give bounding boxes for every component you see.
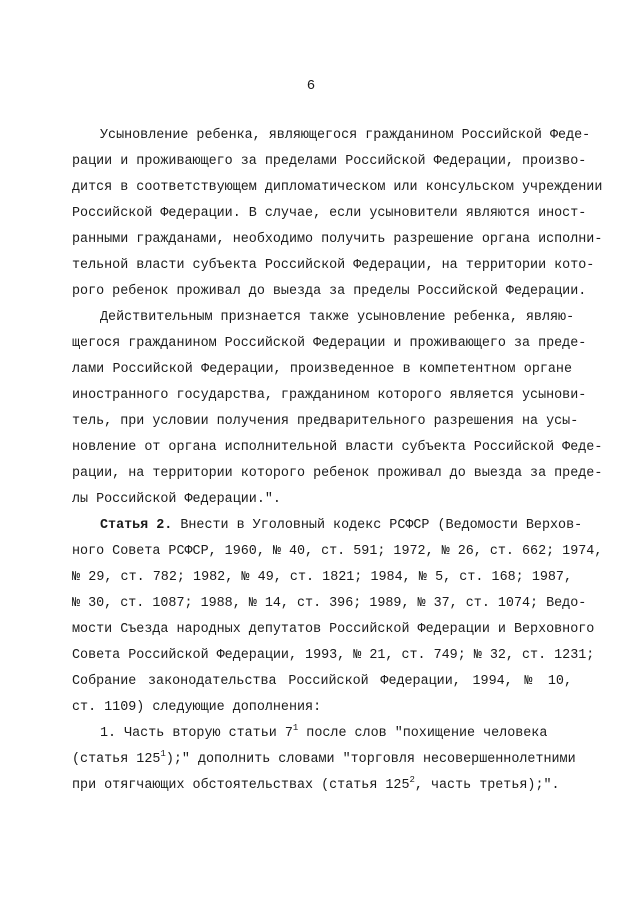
text-line: № 29, ст. 782; 1982, № 49, ст. 1821; 1984, № 5, ст. 168; 1987, (72, 570, 572, 585)
text-line: ст. 1109) следующие дополнения: (72, 700, 322, 715)
text-fragment: (статья 125 (72, 752, 161, 767)
text-line: лами Российской Федерации, произведенное в компетентном органе (72, 362, 572, 377)
text-line: новление от органа исполнительной власти субъекта Российской Феде- (72, 440, 603, 455)
text-line: Российской Федерации. В случае, если усыновители являются иност- (72, 206, 587, 221)
text-line: ного Совета РСФСР, 1960, № 40, ст. 591; 1972, № 26, ст. 662; 1974, (72, 544, 603, 559)
superscript: 2 (409, 775, 415, 785)
text-line: дится в соответствующем дипломатическом или консульском учреждении (72, 180, 603, 195)
text-line: рации, на территории которого ребенок проживал до выезда за преде- (72, 466, 603, 481)
text-line (100, 517, 583, 535)
text-line: тельной власти субъекта Российской Федерации, на территории кото- (72, 258, 595, 273)
text-line: лы Российской Федерации.". (72, 492, 281, 507)
text-line: Усыновление ребенка, являющегося гражданином Российской Феде- (100, 128, 591, 143)
text-line: тель, при условии получения предварительного разрешения на усы- (72, 414, 579, 429)
text-line (100, 725, 572, 743)
text-fragment: , часть третья);". (414, 778, 560, 793)
text-line: Совета Российской Федерации, 1993, № 21, ст. 749; № 32, ст. 1231; (72, 648, 595, 663)
text-line: иностранного государства, гражданином которого является усынови- (72, 388, 587, 403)
text-fragment: );" дополнить словами "торговля несовершеннолетними (165, 752, 576, 767)
text-line: мости Съезда народных депутатов Российской Федерации и Верховного (72, 622, 595, 637)
superscript: 1 (160, 749, 166, 759)
text-fragment: при отягчающих обстоятельствах (статья 125 (72, 778, 410, 793)
superscript: 1 (292, 723, 299, 733)
text-line (72, 777, 572, 795)
text-line: ранными гражданами, необходимо получить разрешение органа исполни- (72, 232, 603, 247)
text-line: Собрание законодательства Российской Федерации, 1994, № 10, (72, 674, 572, 689)
article-heading: Статья 2. (100, 518, 173, 533)
text-line: Действительным признается также усыновление ребенка, являю- (100, 310, 575, 325)
text-fragment: 1. Часть вторую статьи 7 (100, 726, 293, 741)
text-line: № 30, ст. 1087; 1988, № 14, ст. 396; 1989, № 37, ст. 1074; Ведо- (72, 596, 587, 611)
text-line (72, 749, 576, 769)
text-line: рого ребенок проживал до выезда за пределы Российской Федерации. (72, 284, 587, 299)
text-fragment: после слов "похищение человека (298, 726, 548, 741)
text-line: щегося гражданином Российской Федерации и проживающего за преде- (72, 336, 587, 351)
article-text: Внести в Уголовный кодекс РСФСР (Ведомости Верхов- (172, 518, 583, 533)
page-number: 6 (306, 78, 316, 94)
text-line: рации и проживающего за пределами Российской Федерации, произво- (72, 154, 587, 169)
